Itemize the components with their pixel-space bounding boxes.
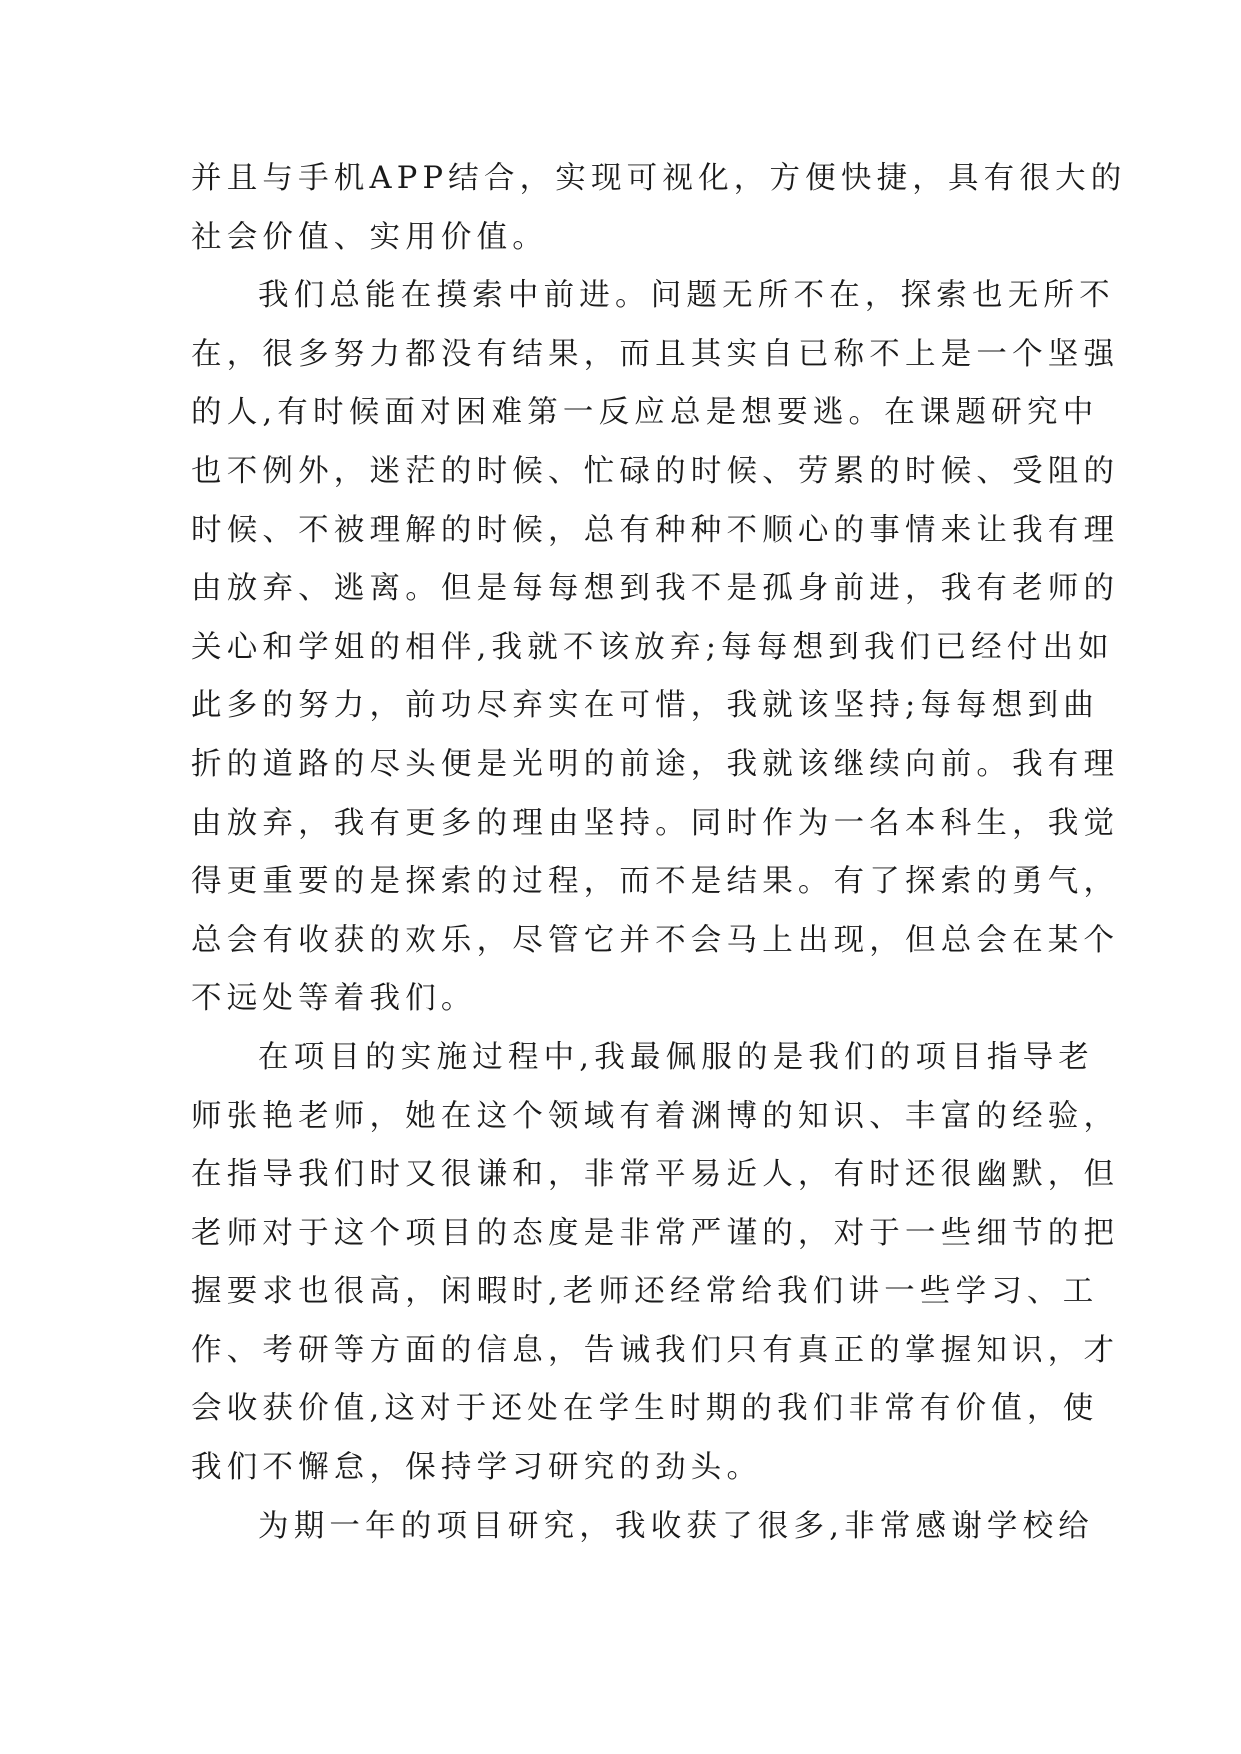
text-line: 时候、不被理解的时候，总有种种不顺心的事情来让我有理 — [191, 512, 1120, 548]
text-line: 由放弃、逃离。但是每每想到我不是孤身前进，我有老师的 — [191, 571, 1120, 607]
text-line: 并且与手机APP结合，实现可视化，方便快捷，具有很大的 — [191, 161, 1127, 196]
text-line: 不远处等着我们。 — [191, 981, 477, 1017]
text-line: 握要求也很高，闲暇时,老师还经常给我们讲一些学习、工 — [191, 1274, 1099, 1310]
text-line: 关心和学姐的相伴,我就不该放弃;每每想到我们已经付出如 — [191, 629, 1114, 665]
text-line: 得更重要的是探索的过程，而不是结果。有了探索的勇气， — [191, 864, 1120, 900]
text-line: 在指导我们时又很谦和，非常平易近人，有时还很幽默，但 — [191, 1157, 1120, 1193]
text-line: 此多的努力，前功尽弃实在可惜，我就该坚持;每每想到曲 — [191, 688, 1099, 724]
text-line: 作、考研等方面的信息，告诫我们只有真正的掌握知识，才 — [191, 1332, 1120, 1368]
text-line: 社会价值、实用价值。 — [191, 219, 548, 255]
text-line: 老师对于这个项目的态度是非常严谨的，对于一些细节的把 — [191, 1215, 1120, 1251]
text-line: 的人,有时候面对困难第一反应总是想要逃。在课题研究中 — [191, 395, 1099, 431]
text-line: 折的道路的尽头便是光明的前途，我就该继续向前。我有理 — [191, 746, 1120, 782]
body-text — [191, 150, 1127, 1556]
paragraph-start-line: 为期一年的项目研究，我收获了很多,非常感谢学校给 — [258, 1508, 1094, 1544]
paragraph-start-line: 在项目的实施过程中,我最佩服的是我们的项目指导老 — [258, 1039, 1094, 1075]
text-line: 师张艳老师，她在这个领域有着渊博的知识、丰富的经验， — [191, 1098, 1120, 1134]
text-line: 也不例外，迷茫的时候、忙碌的时候、劳累的时候、受阻的 — [191, 453, 1120, 489]
text-line: 在，很多努力都没有结果，而且其实自已称不上是一个坚强 — [191, 336, 1120, 372]
text-line: 总会有收获的欢乐，尽管它并不会马上出现，但总会在某个 — [191, 922, 1120, 958]
text-line: 会收获价值,这对于还处在学生时期的我们非常有价值，使 — [191, 1391, 1099, 1427]
text-line: 我们不懈怠，保持学习研究的劲头。 — [191, 1450, 763, 1486]
text-line: 由放弃，我有更多的理由坚持。同时作为一名本科生，我觉 — [191, 805, 1120, 841]
paragraph-start-line: 我们总能在摸索中前进。问题无所不在，探索也无所不 — [258, 278, 1115, 314]
